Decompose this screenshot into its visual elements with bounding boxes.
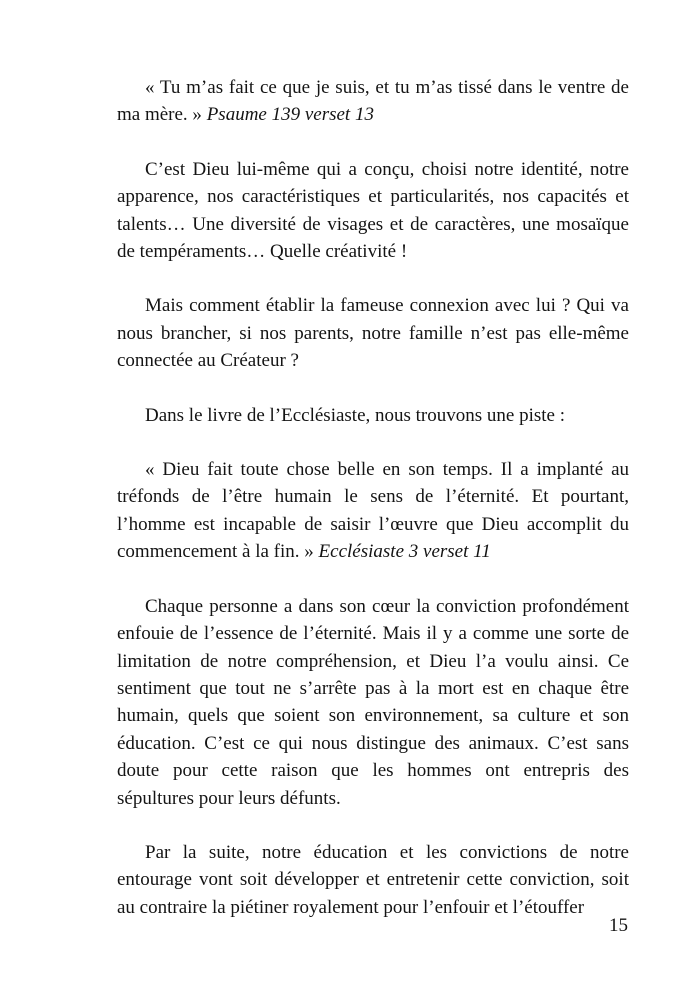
paragraph-identity bbox=[117, 156, 629, 266]
body-text bbox=[117, 74, 629, 948]
page-number: 15 bbox=[609, 915, 628, 936]
paragraph-psalm-quote bbox=[117, 74, 629, 129]
paragraph-ecclesiaste-intro bbox=[117, 402, 629, 429]
paragraph-education bbox=[117, 839, 629, 921]
paragraph-text: Mais comment établir la fameuse connexion avec lui ? Qui va nous brancher, si nos parents, notre famille n’est pas elle-même connectée au Créateur ? bbox=[117, 295, 629, 372]
paragraph-text: Dans le livre de l’Ecclésiaste, nous trouvons une piste : bbox=[145, 404, 566, 426]
paragraph-connection bbox=[117, 292, 629, 374]
paragraph-text: Chaque personne a dans son cœur la conviction profondément enfouie de l’essence de l’éternité. Mais il y a comme une sorte de limitation de notre compréhension, et Dieu l’a voulu ainsi. Ce sentiment que tout ne s’arrête pas à la mort est en chaque être humain, quels que soient son environnement, sa culture et son éducation. C’est ce qui nous distingue des animaux. C’est sans doute pour cette raison que les hommes ont entrepris des sépultures pour leurs défunts. bbox=[117, 595, 629, 809]
paragraph-text: Par la suite, notre éducation et les convictions de notre entourage vont soit développer et entretenir cette conviction, soit au contraire la piétiner royalement pour l’enfouir et l’étouffer bbox=[117, 841, 629, 918]
paragraph-text: C’est Dieu lui-même qui a conçu, choisi notre identité, notre apparence, nos caractéristiques et particularités, nos capacités et talents… Une diversité de visages et de caractères, une mosaïque de tempéraments… Quelle créativité ! bbox=[117, 158, 629, 263]
paragraph-text: « Dieu fait toute chose belle en son temps. Il a implanté au tréfonds de l’être humain le sens de l’éternité. Et pourtant, l’homme est incapable de saisir l’œuvre que Dieu accomplit du commencement à la fin. » bbox=[117, 459, 629, 563]
citation: Psaume 139 verset 13 bbox=[206, 104, 374, 126]
paragraph-ecclesiaste-quote bbox=[117, 456, 629, 566]
citation: Ecclésiaste 3 verset 11 bbox=[318, 541, 491, 563]
paragraph-text: « Tu m’as fait ce que je suis, et tu m’as tissé dans le ventre de ma mère. » bbox=[117, 77, 629, 126]
paragraph-eternity bbox=[117, 593, 629, 812]
